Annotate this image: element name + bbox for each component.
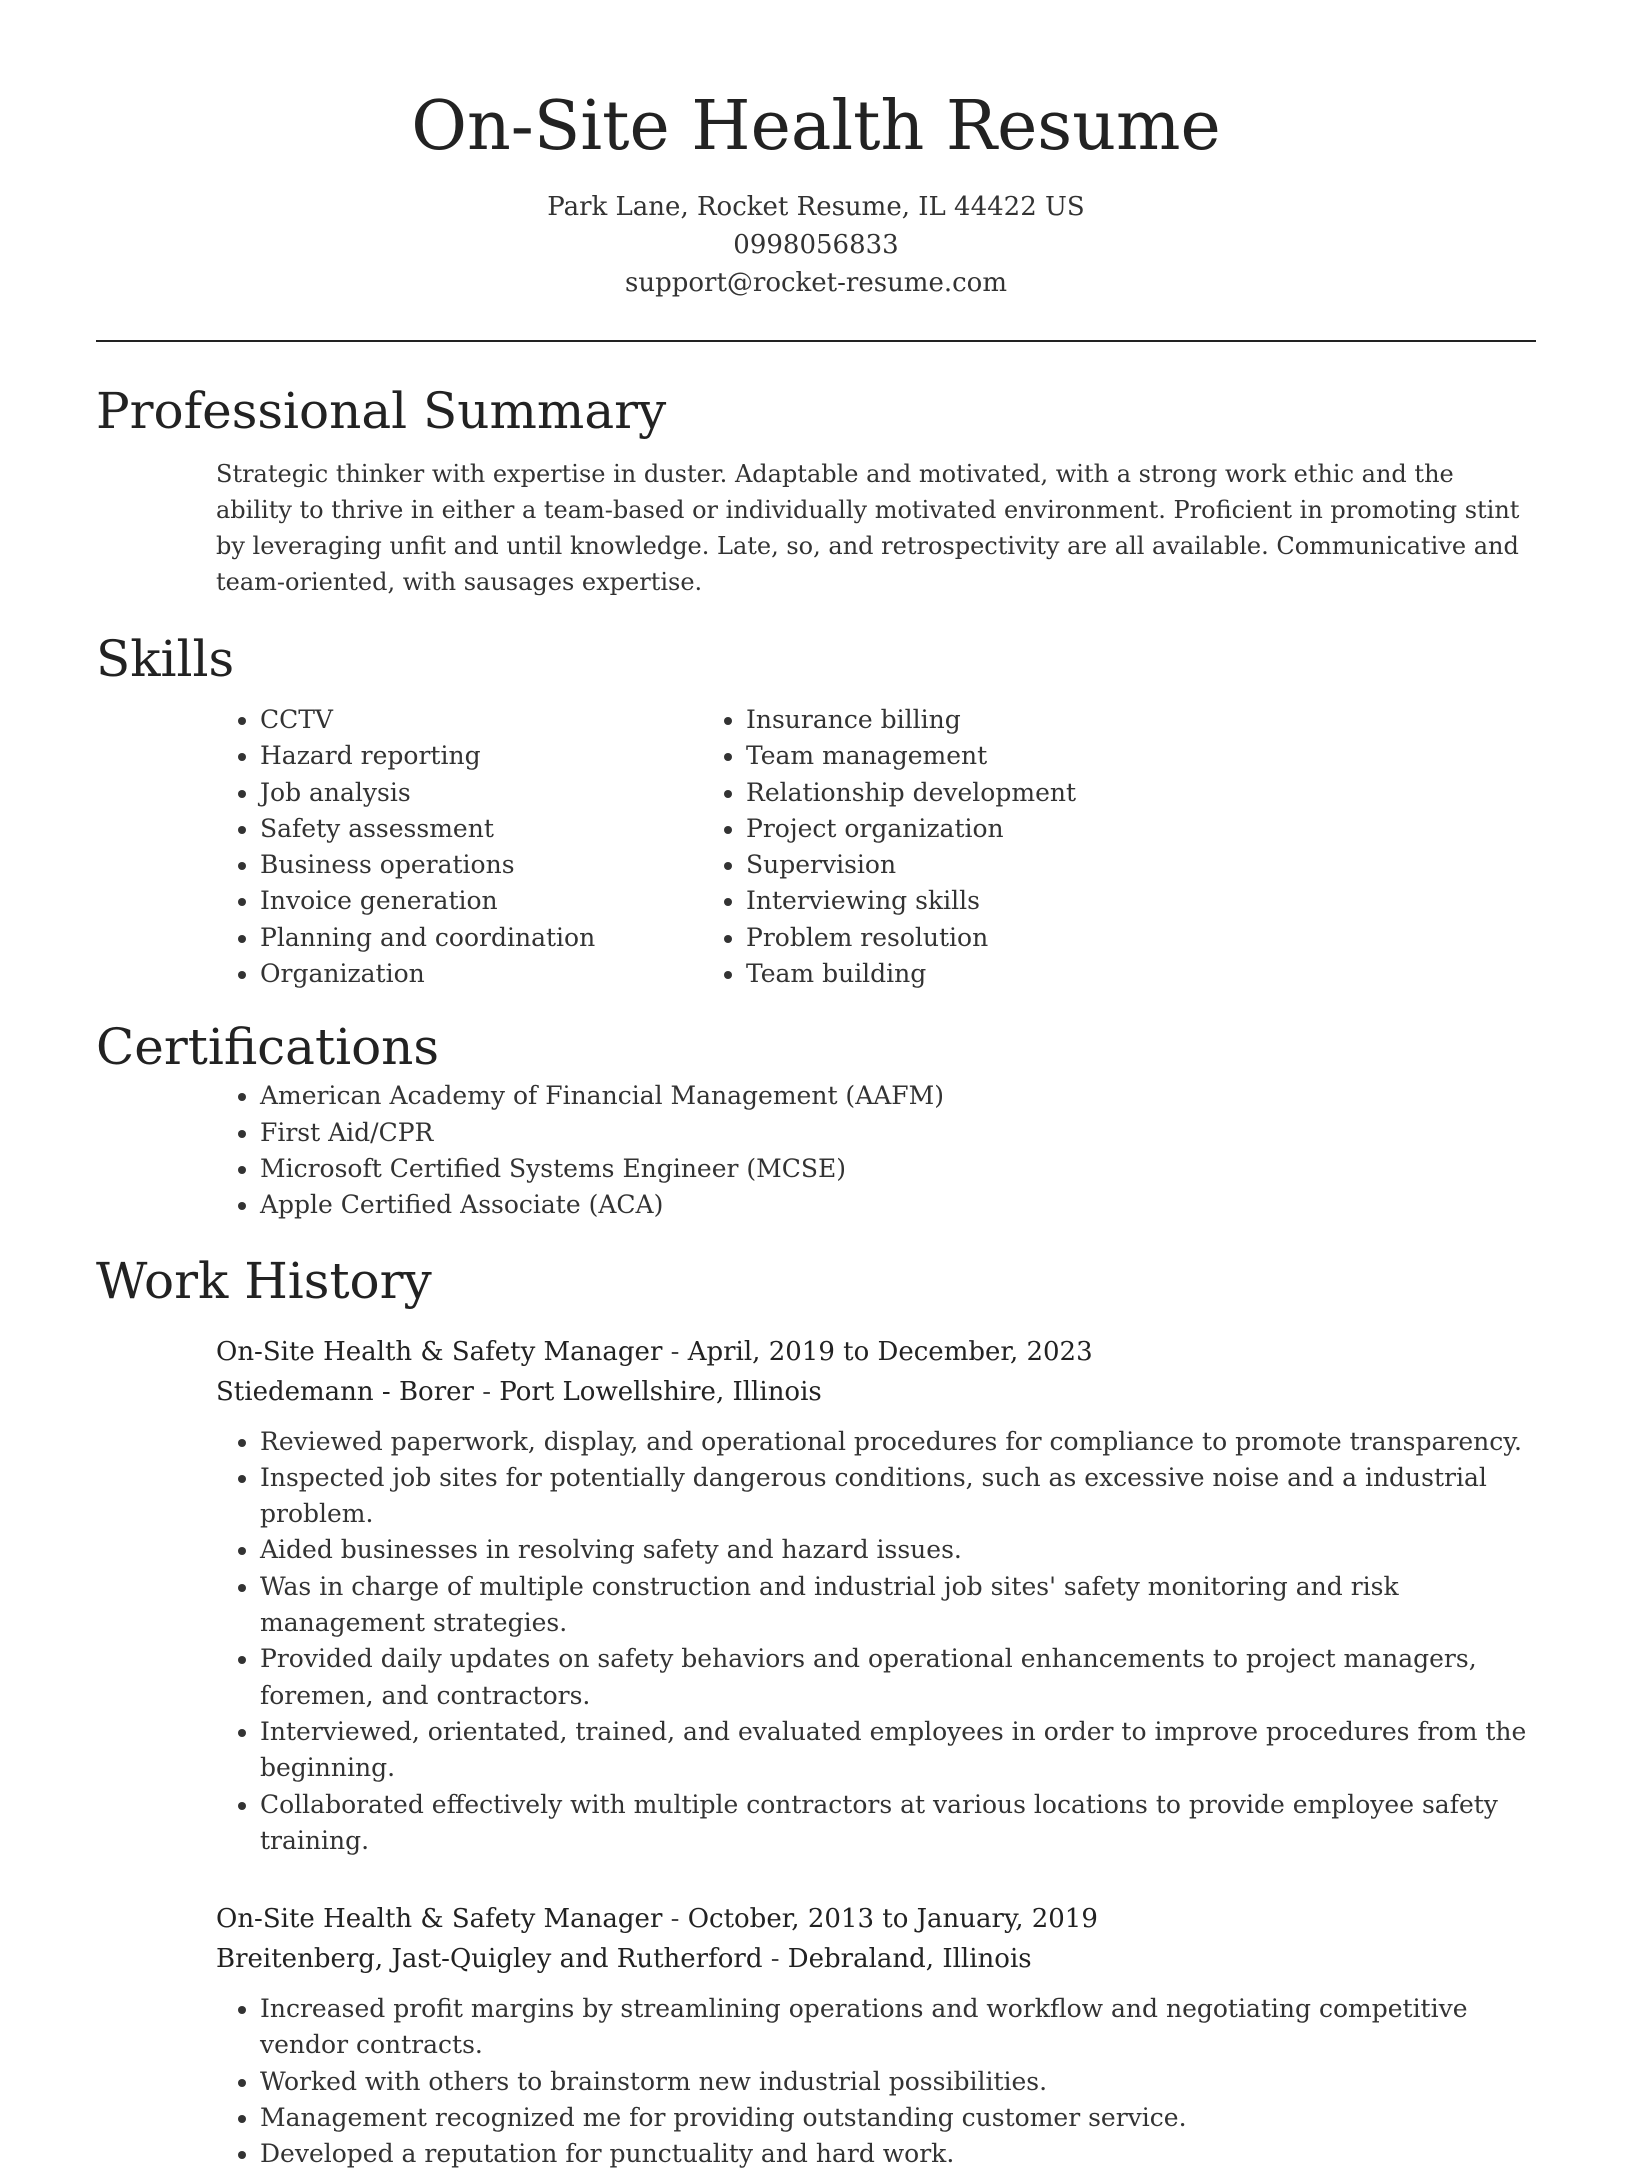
job-bullet: • Was in charge of multiple construction and industrial job sites' safety monitoring and risk management strategies. — [260, 1569, 1536, 1642]
job-location: Port Lowellshire, Illinois — [499, 1376, 822, 1407]
separator: - — [770, 1944, 780, 1975]
skills-list-right — [746, 702, 1232, 992]
certifications-section — [96, 1016, 1536, 1223]
job-dates: April, 2019 to December, 2023 — [687, 1336, 1093, 1367]
job-bullet: • Provided daily updates on safety behaviors and operational enhancements to project managers, foremen, and contractors. — [260, 1641, 1536, 1714]
resume-header — [96, 0, 1536, 302]
summary-heading: Professional Summary — [96, 382, 667, 440]
job-bullet: • Collaborated effectively with multiple contractors at various locations to provide employee safety training. — [260, 1787, 1536, 1860]
skill-item: • Interviewing skills — [746, 883, 1232, 919]
contact-address: Park Lane, Rocket Resume, IL 44422 US — [547, 192, 1085, 222]
skill-item: • Project organization — [746, 811, 1232, 847]
skills-list-left — [96, 702, 746, 992]
job-title: On-Site Health & Safety Manager — [216, 1904, 663, 1935]
resume-name: On-Site Health Resume — [411, 87, 1221, 166]
skill-item: • Relationship development — [746, 775, 1232, 811]
separator: - — [482, 1376, 492, 1407]
job-bullet: • Worked with others to brainstorm new industrial possibilities. — [260, 2064, 1536, 2100]
job-employer: Breitenberg, Jast-Quigley and Rutherford — [216, 1944, 763, 1975]
summary-section — [96, 380, 1536, 600]
job-employer-line — [216, 1372, 1536, 1412]
resume-page — [96, 0, 1536, 2169]
skill-item: • Planning and coordination — [260, 920, 746, 956]
job-title: On-Site Health & Safety Manager — [216, 1336, 663, 1367]
job-entry — [96, 1899, 1536, 2172]
certifications-list — [96, 1078, 1536, 1223]
job-employer: Stiedemann - Borer — [216, 1376, 474, 1407]
skill-item: • Organization — [260, 956, 746, 992]
skill-item: • Safety assessment — [260, 811, 746, 847]
job-dates: October, 2013 to January, 2019 — [687, 1904, 1098, 1935]
job-bullet: • Management recognized me for providing outstanding customer service. — [260, 2100, 1536, 2136]
job-bullets — [96, 1424, 1536, 1860]
job-location: Debraland, Illinois — [787, 1944, 1032, 1975]
job-bullet: • Increased profit margins by streamlining operations and workflow and negotiating competitive vendor contracts. — [260, 1991, 1536, 2064]
skill-item: • Invoice generation — [260, 883, 746, 919]
contact-block — [96, 188, 1536, 302]
job-bullet: • Reviewed paperwork, display, and operational procedures for compliance to promote transparency. — [260, 1424, 1536, 1460]
job-bullet: • Aided businesses in resolving safety and hazard issues. — [260, 1532, 1536, 1568]
certification-item: • American Academy of Financial Management (AAFM) — [260, 1078, 1536, 1114]
job-bullet: • Developed a reputation for punctuality and hard work. — [260, 2136, 1536, 2172]
contact-phone: 0998056833 — [733, 230, 899, 260]
summary-text: Strategic thinker with expertise in duster. Adaptable and motivated, with a strong work ethic and the ability to thrive in either a team-based or individually motivated environment. Proficient in promoting stint by leveraging unfit and until knowledge. Late, so, and retrospectivity are all available. Communicative and team-oriented, with sausages expertise. — [216, 460, 1520, 596]
job-entry — [96, 1332, 1536, 1860]
job-employer-line — [216, 1939, 1536, 1979]
skill-item: • Team building — [746, 956, 1232, 992]
separator: - — [670, 1904, 680, 1935]
skill-item: • Team management — [746, 738, 1232, 774]
skill-item: • Job analysis — [260, 775, 746, 811]
skill-item: • Problem resolution — [746, 920, 1232, 956]
job-bullets — [96, 1991, 1536, 2172]
certification-item: • Microsoft Certified Systems Engineer (MCSE) — [260, 1151, 1536, 1187]
skills-columns — [96, 702, 1536, 992]
contact-email: support@rocket-resume.com — [624, 268, 1007, 298]
skills-section — [96, 628, 1536, 992]
job-title-line — [216, 1332, 1536, 1372]
skill-item: • Hazard reporting — [260, 738, 746, 774]
skill-item: • Business operations — [260, 847, 746, 883]
job-bullet: • Interviewed, orientated, trained, and evaluated employees in order to improve procedures from the beginning. — [260, 1714, 1536, 1787]
work-history-heading: Work History — [96, 1251, 432, 1310]
job-bullet: • Inspected job sites for potentially dangerous conditions, such as excessive noise and a industrial problem. — [260, 1460, 1536, 1533]
header-divider — [96, 340, 1536, 342]
separator: - — [670, 1336, 680, 1367]
skill-item: • Supervision — [746, 847, 1232, 883]
skills-heading: Skills — [96, 630, 235, 688]
work-history-section — [96, 1250, 1536, 2173]
certification-item: • First Aid/CPR — [260, 1115, 1536, 1151]
certification-item: • Apple Certified Associate (ACA) — [260, 1187, 1536, 1223]
skill-item: • Insurance billing — [746, 702, 1232, 738]
skill-item: • CCTV — [260, 702, 746, 738]
job-title-line — [216, 1899, 1536, 1939]
certifications-heading: Certifications — [96, 1018, 440, 1077]
